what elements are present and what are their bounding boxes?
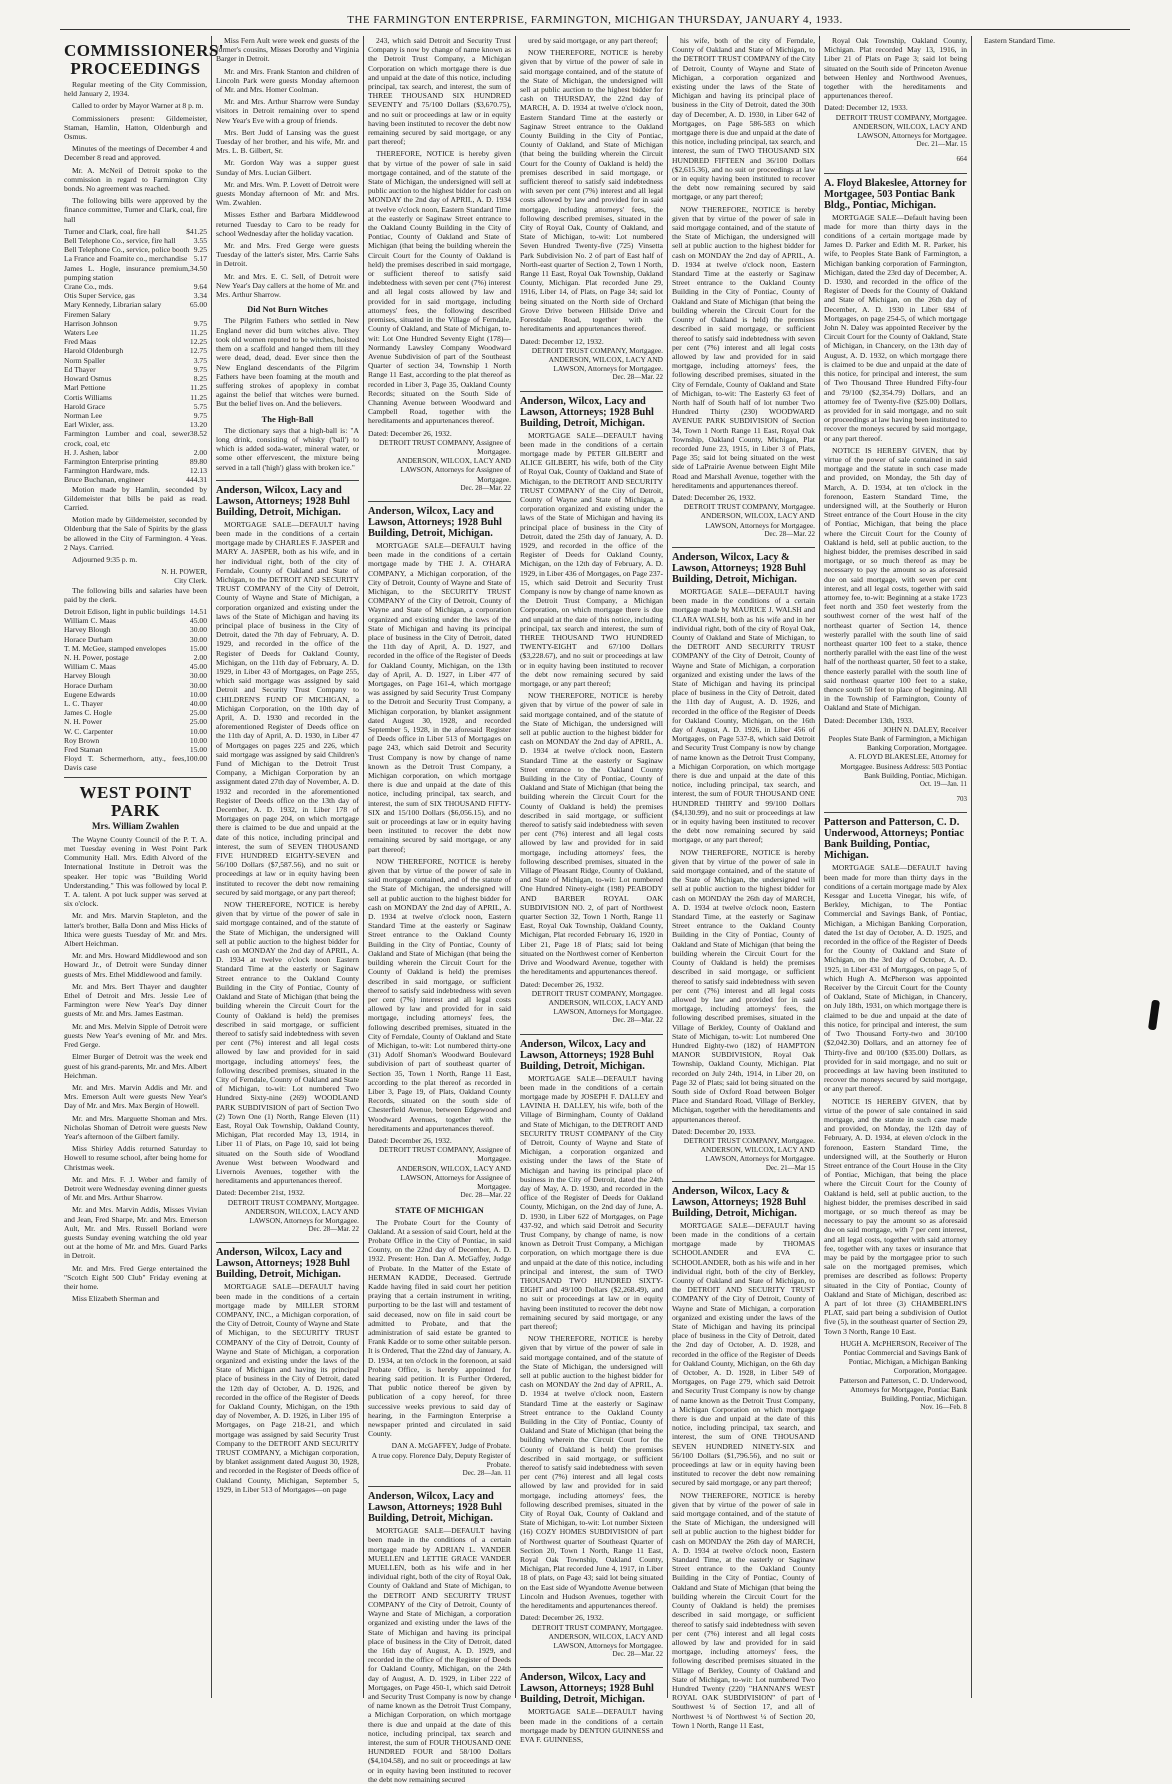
salary-row-amount: 45.00 [189,662,207,672]
highball-text: The dictionary says that a high-ball is: "A long drink, consisting of whisky ('ball') to which is added soda-water, mineral water, or some other effervescent, the mixture being served in a tall ('high') glass with broken ice." [216,425,359,472]
salary-row-amount: 2.00 [193,652,207,662]
legal-ad-signature [520,346,663,374]
legal-ad-text: MORTGAGE SALE—DEFAULT having been made for more than thirty days in the conditions of a certain mortgage made by Alex Kessgar and Lucetta Vinegar, his wife, of Berkley, Michigan, to The Pontiac Commercial and Savings Bank, of Pontiac, Michigan, a Michigan Banking Corporation, dated the 1st day of October, A. D. 1925, and recorded in the office of the Register of Deeds for the County of Oakland and State of Michigan, on the 3rd day of October, A. D. 1925, in Liber 431 of Mortgages, on page 5, of which Hugh A. McPherson was appointed Receiver by the Circuit Court for the County of Oakland, State of Michigan, in Chancery, on July 18th, 1931, on which mortgage there is claimed to be due and unpaid at the date of this notice, for principal and interest, the sum of Two Thousand Forty-two and 30/100 ($2,042.30) Dollars, and an attorney fee of Thirty-five and 00/100 ($35.00) Dollars, as provided for in said mortgage, and no suit or proceedings at law having been instituted to recover the moneys secured by said mortgage, or any part thereof. [824,863,967,1094]
signature-line: DETROIT TRUST COMPANY, Mortgagee. [835,112,967,122]
legal-ad-text: MORTGAGE SALE—DEFAULT having been made in the conditions of a certain mortgage made by MAURICE J. WALSH and CLARA WALSH, both as his wife and in her individual right, both of the city of Royal Oak, County of Oakland and State of Michigan, to the DETROIT AND SECURITY TRUST COMPANY of the City of Detroit, County of Wayne and State of Michigan, a corporation organized and existing under the laws of the State of Michigan and having its principal place of business in the City of Detroit, dated the 11th day of August, A. D. 1926, and recorded in the office of the Register of Deeds for Oakland County, Michigan, on the 16th day of August, A. D. 1926, in Liber 456 of Mortgages, on Page 537-8, which said Detroit and Security Trust Company is now by change of name known as the Detroit Trust Company, a Michigan Corporation, on which mortgage there is due and unpaid at the date of this notice, including principal, tax search, and interest, the sum of FOUR THOUSAND ONE HUNDRED THIRTY and 99/100 Dollars ($4,130.99), and no suit or proceedings at law or in equity having been instituted to recover the debt now remaining secured by said mortgage, or any part thereof; [672,586,815,845]
bill-row-label: Cortis Williams [64,392,112,402]
signature-line: City Clerk. [174,576,207,586]
news-paragraph: Mr. and Mrs. Melvin Sipple of Detroit were guests New Year's evening of Mr. and Mrs. Fred Gerge. [64,1021,207,1050]
legal-ad-text: MORTGAGE SALE—DEFAULT having been made in the conditions of a certain mortgage made by PETER GILBERT and ALICE GILBERT, his wife, both of the City of Royal Oak, County of Oakland and State of Michigan, to the DETROIT AND SECURITY TRUST COMPANY of the City of Detroit, County of Wayne and State of Michigan, a corporation organized and existing under the laws of the State of Michigan and having its principal place of business in the City of Detroit, dated the 25th day of January, A. D. 1929, and recorded in the office of the Register of Deeds for Oakland County, Michigan, on the 12th day of February, A. D. 1929, in Liber 436 of Mortgages, on Page 237-15, which said Detroit and Security Trust Company is now by change of name known as the Detroit Trust Company, a Michigan Corporation, on which mortgage there is due and unpaid at the date of this notice, including principal, tax search and interest, the sum of THREE THOUSAND TWO HUNDRED TWENTY-EIGHT and 67/100 Dollars ($3,228.67), and no suit or proceedings at law or in equity having been instituted to recover the debt now remaining secured by said mortgage, or any part thereof; [520,430,663,688]
legal-ad-run-dates: Nov. 16—Feb. 8 [920,1403,967,1412]
bill-row [64,291,207,300]
bill-row-label: Earl Wixler, ass. [64,420,114,430]
signature-line: DETROIT TRUST COMPANY, Mortgagee. [531,1622,663,1632]
bill-row-amount: 3.55 [193,236,207,246]
legal-ad-signature [368,1145,511,1191]
bill-row-amount: 444.31 [186,475,207,485]
bill-row-amount: 13.20 [189,420,207,430]
news-paragraph: Mr. and Mrs. Fred Gerge were guests Tuesday of the latter's sister, Mrs. Carrie Sahs in Detroit. [216,241,359,269]
minutes-paragraph: Adjourned 9:35 p. m. [72,554,138,564]
column-7 [972,36,1124,1698]
salary-row-amount: 15.00 [189,643,207,653]
news-paragraph: Misses Esther and Barbara Middlewood returned Tuesday to Caro to be ready for school Wednesday after the holiday vacation. [216,210,359,238]
legal-ad-notice: THEREFORE, NOTICE is hereby given that by virtue of the power of sale in said mortgage contained, and of the statute of the State of Michigan, the undersigned will sell at public auction to the highest bidder for cash on MONDAY the 2nd day of APRIL, A. D. 1934 at twelve o'clock noon, Eastern Standard Time at the easterly or Saginaw Street entrance to the Oakland County Building in the City of Pontiac, County of Oakland and State of Michigan (that being the building wherein the Circuit Court for the County of Oakland is held) the premises described in said mortgage, or sufficient thereof to satisfy said indebtedness with seven per cent (7%) interest and all legal costs allowed by law and provided for in said mortgage, including attorneys' fees, the following described premises, situated in the Village of Ferndale, County of Oakland, and State of Michigan, to-wit: Lot One Hundred Seventy Eight (178)—Normandy Lawsley Company Woodward Avenue Subdivision of part of the Southeast Quarter of section 34, Township 1 North Range 11 East, according to the plat thereof as recorded in Liber 3, Page 35, Oakland County Records; situated on the South Side of Channing Avenue between Woodward and Campbell Road, together with the hereditaments and appurtenances thereof. [368,149,511,426]
bill-row [64,365,207,374]
news-paragraph: Miss Elizabeth Sherman and [72,1294,160,1304]
bill-row-amount: 9.25 [193,245,207,255]
minutes-paragraph: Motion made by Gildemeister, seconded by Oldenburg that the Sale of Spirits by the glass be allowed in the City of Farmington. 4 Yeas. 2 Nays. Carried. [64,515,207,552]
salary-row [64,653,207,662]
signature-line: ANDERSON, WILCOX, LACY AND LAWSON, Attorneys for Mortgagee. [852,121,967,141]
legal-ad-heading: Anderson, Wilcox, Lacy and Lawson, Attorneys; 1928 Buhl Building, Detroit, Michigan. [520,391,663,429]
bill-row-label: Ed Thayer [64,364,96,374]
legal-ad-heading: Anderson, Wilcox, Lacy and Lawson, Attorneys; 1928 Buhl Building, Detroit, Michigan. [520,1667,663,1705]
column-1 [60,36,225,1698]
legal-ad-run-dates: Dec. 28—Mar. 22 [612,1650,663,1659]
column-5 [668,36,820,1730]
legal-ad-run-dates: Dec. 28—Mar. 22 [612,373,663,382]
bill-row [64,448,207,457]
minutes-paragraph: Motion made by Hamlin, seconded by Gildemeister that bills be paid as read. Carried. [64,484,207,512]
salary-row-amount: 10.00 [189,726,207,736]
legal-ad-signature [824,113,967,141]
bill-row-label: Fred Maas [64,337,97,347]
bill-row-label: Harold Oldenburgh [64,346,124,356]
news-paragraph: Miss Fern Ault were week end guests of the former's cousins, Misses Dorothy and Virginia Barger in Detroit. [216,36,359,64]
salary-row-label: William C. Maas [64,616,116,626]
legal-ad-signature [824,1339,967,1403]
legal-ad-heading: Anderson, Wilcox, Lacy and Lawson, Attorneys; 1928 Buhl Building, Detroit, Michigan. [368,1486,511,1524]
bill-row-label: Norman Lee [64,410,103,420]
ink-mark [1148,1000,1160,1031]
bill-row-amount: 11.25 [190,383,207,393]
salary-row [64,671,207,680]
legal-ad-signature [520,989,663,1017]
bill-row-amount: 34.50 [189,263,207,273]
west-point-park-title: WEST POINT PARK [79,782,192,820]
intro-paragraph: Called to order by Mayor Warner at 8 p. m. [72,101,204,111]
signature-line: DETROIT TRUST COMPANY, Assignee of Mortgagee. [378,437,511,456]
salary-row [64,754,207,772]
bill-row [64,475,207,484]
legal-ad-run-dates: Dec. 21—Mar 15 [765,1163,815,1172]
bill-row-amount: 65.00 [189,300,207,310]
after-bills-paragraphs [64,485,207,565]
news-paragraph: Mr. and Mrs. Fred Gerge entertained the "Scotch Eight 500 Club" Friday evening at their home. [64,1263,207,1291]
legal-ad-notice: NOW THEREFORE, NOTICE is hereby given that by virtue of the power of sale in said mortgage contained, and of the statute of the State of Michigan, the undersigned will sell at public auction to the highest bidder for cash on THURSDAY, the 22nd day of MARCH, A. D. 1934 at twelve o'clock noon, Eastern Standard Time at the easterly or Saginaw Street entrance to the Oakland County Building in the City of Pontiac, County of Oakland, and State of Michigan (that being the building wherein the Circuit Court for the County of Oakland is held) the premises described in said mortgage, or sufficient thereof to satisfy said indebtedness with seven per cent (7%) interest and all legal costs allowed by law and provided for in said mortgage, including attorneys' fees, the following described premises, situated in the City of Royal Oak, County of Oakland, and State of Michigan, to-wit: Lot numbered Seven Hundred Twenty-five (725) Vinsetta Park Subdivision No. 2 of part of East half of North-east quarter of Section 2, Town 1 North, Range 11 East, Royal Oak Township, Oakland County, Michigan. Plat recorded June 29, 1916, Liber 14, of Plats, on Page 34; said lot being situated on the North side of Orchard Grove Drive between Hillside Drive and Forestdale Road, together with the hereditaments and appurtenances thereof. [520,48,663,334]
legal-ad-text: his wife, both of the city of Ferndale, County of Oakland and State of Michigan, to the DETROIT TRUST COMPANY of the City of Detroit, County of Wayne and State of Michigan, a corporation organized and existing under the laws of the State of Michigan and having its principal place of business in the City of Detroit, dated the 30th day of December, A. D. 1930, in Liber 642 of Mortgages, on Page 586-583 on which mortgage there is due and unpaid at the date of this notice, including principal, tax search, and interest, the sum of TWO THOUSAND SIX HUNDRED FIFTEEN and 36/100 Dollars ($2,615.36), and no suit or proceedings at law or in equity having been instituted to recover the debt now remaining secured by said mortgage, or any part thereof; [672,36,815,202]
legal-ad-date: Dated: December 26, 1932. [520,1613,604,1623]
bill-row-amount: 9.75 [193,364,207,374]
salary-row [64,745,207,754]
signature-line: DAN A. McGAFFEY, Judge of Probate. [391,1441,511,1451]
bill-row-amount: 8.25 [193,374,207,384]
salary-row [64,662,207,671]
salary-row-amount: 30.00 [189,680,207,690]
column-2 [212,36,364,1698]
news-paragraph: The Wayne County Council of the P. T. A. met Tuesday evening in West Point Park Community Hall. Mrs. Edith Alvord of the International Institute in Detroit was the speaker. Her topic was "Building World Understanding." This was followed by local P. T. A. talent. A pot luck supper was served at six o'clock. [64,834,207,909]
salary-row [64,616,207,625]
west-point-park-byline: Mrs. William Zwahlen [92,820,179,831]
bill-row [64,420,207,429]
legal-ad-notice: NOTICE IS HEREBY GIVEN, that by virtue of the power of sale contained in said mortgage and the statute in such case made and provided, on Monday, the 5th day of March, A. D. 1934, at ten o'clock in the forenoon, Eastern Standard Time, the undersigned will, at the Southerly or Huron Street entrance of the Court House in the city of Pontiac, Michigan, that being the place where the Circuit Court for the County of Oakland is held, sell at public auction, to the highest bidder, the premises described in said mortgage, or so much thereof as may be necessary to pay the amount so as aforesaid due on said mortgage, with seven per cent interest, and all legal costs, together with said attorney fee, to-wit: Beginning at a stake 1723 feet north and 350 feet westerly from the southwest corner of the west half of the northeast quarter of Section 14, thence westerly parallel with the south line of said northeast quarter 100 feet to a stake, thence northerly parallel with the east line of the west half of the northeast quarter, 50 feet to a stake, thence easterly parallel with the south line of said northeast quarter 100 feet to a stake, thence south 50 feet to place of beginning. All in the Township of Farmington, County of Oakland and State of Michigan. [824,445,967,713]
salary-row-label: Eugene Edwards [64,689,116,699]
bill-row [64,337,207,346]
legal-ad-heading: A. Floyd Blakeslee, Attorney for Mortgagee, 503 Pontiac Bank Bldg., Pontiac, Michigan. [824,173,967,211]
signature-line: DETROIT TRUST COMPANY, Mortgagee. [531,345,663,355]
legal-ad-text: MORTGAGE SALE—DEFAULT having been made in the conditions of a certain mortgage made by JOSEPH F. DALLEY and LAVINIA H. DALLEY, his wife, both of the Village of Birmingham, County of Oakland and State of Michigan, to the DETROIT AND SECURITY TRUST COMPANY of the City of Detroit, County of Wayne and State of Michigan, a corporation organized and existing under the laws of the State of Michigan and having its principal place of business in the City of Detroit, dated the 24th day of May, A. D. 1930, and recorded in the office of the Register of Deeds for Oakland County, Michigan, on the 2nd day of June, A. D. 1930, in Liber 622 of Mortgages, on Page 437-92, and which said Detroit and Security Trust Company, by change of name, is now known as Detroit Trust Company, a Michigan corporation, on which mortgage there is due and unpaid at the date of this notice, including principal and interest, the sum of TWO THOUSAND TWO HUNDRED SIXTY-EIGHT and 49/100 Dollars ($2,268.49), and no suit or proceedings at law or in equity having been instituted to recover the debt now remaining secured by said mortgage, or any part thereof; [520,1073,663,1331]
legal-ad-notice: NOTICE IS HEREBY GIVEN, that by virtue of the power of sale contained in said mortgage, and the statute in such case made and provided, on Monday, the 12th day of February, A. D. 1934, at eleven o'clock in the forenoon, Eastern Standard Time, the undersigned will, at the Southerly or Huron Street entrance of the Court House in the City of Pontiac, Michigan, that being the place where the Circuit Court for the County of Oakland is held, sell at public auction, to the highest bidder, the premises described in said mortgage, or so much thereof as may be necessary to pay the amount so as aforesaid due on said mortgage, with 7 per cent interest, and all legal costs, together with said attorney fee, together with any taxes or insurance that may be paid by the mortgagee prior to such sale on the mortgaged premises, which premises are described as follows: Property situated in the City of Pontiac, County of Oakland and State of Michigan, described as: A part of lot three (3) CHAMBERLIN'S PLAT, said part being a subdivision of Outlot five (5), in the southeast quarter of Section 29, Town 3 North, Range 10 East. [824,1096,967,1336]
bill-row-label: Harrison Johnson [64,318,118,328]
salary-row-amount: 14.51 [189,606,207,616]
legal-ad-notice: NOW THEREFORE, NOTICE is hereby given that by virtue of the power of sale in said mortgage contained, and of the statute of the State of Michigan, the undersigned will sell at public auction to the highest bidder for cash on MONDAY the 2nd day of APRIL, A. D. 1934 at twelve o'clock noon, Eastern Standard Time at the easterly or Saginaw Street entrance to the Oakland County Building in the City of Pontiac, County of Oakland and State of Michigan (that being the building wherein the Circuit Court for the County of Oakland is held) the premises described in said mortgage, or sufficient thereof to satisfy said indebtedness with seven per cent (7%) interest and all legal costs allowed by law and provided for in said mortgage, including attorneys' fees, the following described premises, situated in the City of Ferndale, County of Oakland and State of Michigan, to-wit: Lot numbered thirty-one (31) Adolf Shoman's Woodward Boulevard subdivision of part of southeast quarter of Section 35, Town 1 North, Range 11 East, according to the plat thereof as recorded in Liber 3, Page 19, of Plats, Oakland County Records, situated on the south side of Chesterfield Avenue, between Edgewood and Woodward Avenues, together with the hereditaments and appurtenances thereof. [368,856,511,1133]
bill-row-amount: 9.64 [193,282,207,292]
legal-ad-text: Royal Oak Township, Oakland County, Michigan. Plat recorded May 13, 1916, in Liber 21 of Plats on Page 3; said lot being situated on the South side of Princeton Avenue between Henley and Northwood Avenues, together with the hereditaments and appurtenances thereof. [824,36,967,101]
salary-row-label: Harvey Blough [64,625,111,635]
legal-ad-heading: Anderson, Wilcox, Lacy & Lawson, Attorneys; 1928 Buhl Building, Detroit, Michigan. [672,547,815,585]
column-6 [820,36,972,1698]
intro-paragraph: Commissioners present: Gildemeister, Staman, Hamlin, Hatton, Oldenburgh and Osmus. [64,113,207,142]
salary-row-amount: 30.00 [189,671,207,681]
newspaper-page [60,36,1130,1784]
bill-row-amount: 5.75 [193,401,207,411]
legal-ad-text: MORTGAGE SALE—DEFAULT having been made in the conditions of a certain mortgage made by DENTON GUINNESS and EVA F. GUINNESS, [520,1707,663,1744]
bill-row [64,310,207,319]
salary-row-amount: 30.00 [189,634,207,644]
bill-row [64,466,207,475]
legal-ad-text: ured by said mortgage, or any part thereof; [528,36,658,45]
salary-row-label: Roy Brown [64,735,100,745]
salary-row-amount: 15.00 [189,745,207,755]
legal-ad-notice: NOW THEREFORE, NOTICE is hereby given that by virtue of the power of sale in said mortgage contained, and of the statute of the State of Michigan, the undersigned will sell at public auction to the highest bidder for cash on MONDAY the 2nd day of APRIL, A. D. 1934 at twelve o'clock noon, Eastern Standard Time at the easterly or Saginaw Street entrance to the Oakland County Building in the City of Pontiac, County of Oakland and State of Michigan (that being the building wherein the Circuit Court for the County of Oakland is held) the premises described in said mortgage, or sufficient thereof to satisfy said indebtedness with seven per cent (7%) interest and all legal costs allowed by law and provided for in said mortgage, including attorneys' fees, the following described premises, situated in the Village of Pleasant Ridge, County of Oakland, and State of Michigan, to-wit: Lot numbered One Hundred Ninety-eight (198) PEABODY AND BARBER ROYAL OAK SUBDIVISION NO. 2, of part of Northwest quarter Section 32, Town 1 North, Range 11 East, Royal Oak Township, Oakland County, Michigan, Plat recorded February 16, 1920 in Liber 21, Page 18 of Plats; said lot being situated on the Northwest corner of Kenberton Drive and Woodward Avenue, together with the hereditaments and appurtenances thereof. [520,691,663,977]
legal-ad-notice: NOW THEREFORE, NOTICE is hereby given that by virtue of the power of sale in said mortgage contained, and of the statute of the State of Michigan, the undersigned will sell at public auction to the highest bidder for cash on MONDAY the 2nd day of APRIL, A. D. 1934 at twelve o'clock noon, Eastern Standard Time at the easterly or Saginaw Street entrance to the Oakland County Building in the City of Pontiac, County of Oakland and State of Michigan (that being the building wherein the Circuit Court for the County of Oakland is held) the premises described in said mortgage, or sufficient thereof to satisfy said indebtedness with seven per cent (7%) interest and all legal costs allowed by law and provided for in said mortgage, including attorneys' fees, the following described premises, situated in the City of Royal Oak, County of Oakland and State of Michigan, to-wit: Lot number Sixteen (16) COZY HOMES SUBDIVISION of part of Northwest quarter of Southeast Quarter of Section 20, Town 1 North, Range 11 East, Royal Oak Township, Oakland County, Michigan, Plat recorded June 4, 1917, in Liber 18 of plats, on Page 43; said lot being situated on the East side of Wyandotte Avenue between Lincoln and Hudson Avenues, together with the hereditaments and appurtenances thereof. [520,1334,663,1611]
bill-row-label: Farmington Lumber and coal, sewer crock, coal, etc [64,429,190,448]
legal-ad-notice: NOW THEREFORE, NOTICE is hereby given that by virtue of the power of sale in said mortgage contained, and of the statute of the State of Michigan, the undersigned will sell at public auction to the highest bidder for cash on MONDAY the 26th day of MARCH, A. D. 1934 at twelve o'clock noon, Eastern Standard Time, at the easterly or Saginaw Street entrance to the Oakland County Building in the City of Pontiac, County of Oakland and State of Michigan (that being the building wherein the Circuit Court for the County of Oakland is held) the premises described in said mortgage, or sufficient thereof to satisfy said indebtedness with seven per cent (7%) interest and all legal costs allowed by law and provided for in said mortgage, including attorneys' fees, the following described premises situated in the Village of Berkley, County of Oakland and State of Michigan, to-wit: Lot numbered Two Hundred Twenty (220) "HANNAN'S WEST ROYAL OAK SUBDIVISION" of part of Southwest ¼ of Section 17, and all of Northwest ¼ of Northwest ¼ of Section 20, Town 1 North, Range 11 East, [672,1490,815,1730]
bill-row [64,393,207,402]
salary-row-amount: 30.00 [189,625,207,635]
salary-row-label: William C. Maas [64,662,116,672]
bill-row-label: James L. Hogle, insurance premium, pumping station [64,263,190,282]
salary-row [64,690,207,699]
news-paragraph: Mr. and Mrs. Marvin Stapleton, and the latter's brother, Balla Donn and Miss Hicks of Ithica were guests Tuesday of Mr. and Mrs. Albert Heichman. [64,911,207,949]
intro-paragraph: Mr. A. McNeil of Detroit spoke to the commission in regard to Farmington City bonds. No agreement was reached. [64,165,207,194]
signature-line: DETROIT TRUST COMPANY, Mortgagee. [531,988,663,998]
bill-row [64,300,207,309]
legal-ad-text: MORTGAGE SALE—DEFAULT having been made in the conditions of a certain mortgage made by THE J. A. O'HARA COMPANY, a Michigan corporation, of the City of Detroit, County of Wayne and State of Michigan, to the SECURITY TRUST COMPANY of the City of Detroit, County of Wayne and State of Michigan, a corporation organized and existing under the laws of the State of Michigan and having its principal place of business in the City of Detroit, dated the 11th day of April, A. D. 1927, and recorded in the office of the Register of Deeds for Oakland County, Michigan, on the 13th day of April, A. D. 1927, in Liber 477 of Mortgages, on Page 161-4, which mortgage was assigned by said Security Trust Company to the Detroit and Security Trust Company, a Michigan corporation, by blanket assignment dated August 30, 1928, and recorded September 5, 1928, in the aforesaid Register of Deeds office in Liber 513 of Mortgages on page 243, which said Detroit and Security Trust Company is now by change of name known as the Detroit Trust Company, a Michigan corporation, on which mortgage there is due and unpaid at the date of this notice, including principal, tax search, and interest, the sum of SIX THOUSAND FIFTY-SIX and 15/100 Dollars ($6,056.15), and no suit or proceedings at law or in equity having been instituted to recover the debt now remaining secured by said mortgage, or any part thereof; [368,540,511,854]
legal-ad-text: MORTGAGE SALE—Default having been made for more than thirty days in the conditions of a certain mortgage made by James D. Parker and Edith M. R. Parker, his wife, to Peoples State Bank of Farmington, a Michigan banking corporation of Farmington, Michigan, dated the 23rd day of December, A. D. 1930, and recorded in the office of the Register of Deeds for the County of Oakland and State of Michigan, on the 26th day of December, A. D. 1930 in Liber 684 of Mortgages, on page 254-5, of which mortgage John N. Daley was appointed Receiver by the Circuit Court for the County of Oakland, State of Michigan, in Chancery, on the 13th day of August, A. D. 1932, on which mortgage there is claimed to be due and unpaid at the date of this notice, for principal and interest, the sum of Two Thousand Three Hundred Fifty-four and 79/100 ($2,354.79) Dollars, and an attorney fee of Twenty-five ($25.00) Dollars, as provided for in said mortgage, and no suit or proceedings at law having been instituted to recover the moneys secured by said mortgage, or any part thereof. [824,212,967,443]
bill-row [64,328,207,337]
legal-ad-date: Dated: December 20, 1933. [672,1126,756,1136]
bill-row-amount: 11.25 [190,392,207,402]
bill-row-amount: 2.00 [193,447,207,457]
bill-row-amount: 38.52 [189,429,207,439]
bill-row-label: Farmington Hardware, mds. [64,466,150,476]
salary-row-label: T. M. McGee, stamped envelopes [64,643,167,653]
bill-row-label: Otis Super Service, gas [64,291,135,301]
signature-line: Peoples State Bank of Farmington, a Michigan Banking Corporation, Mortgagee. [828,734,967,753]
bill-row-label: Bell Telephone Co., service, fire hall [64,236,176,246]
bill-row [64,254,207,263]
witches-title: Did Not Burn Witches [247,304,328,315]
signature-line: DETROIT TRUST COMPANY, Mortgagee. [683,502,815,512]
salary-row-label: James C. Hogle [64,708,112,718]
legal-ad-date: Dated: December 21st, 1932. [216,1188,305,1198]
salary-row [64,607,207,616]
signature-line: ANDERSON, WILCOX, LACY AND LAWSON, Attorneys for Mortgagee. [244,1206,359,1225]
signature-line: Patterson and Patterson, C. D. Underwood, Attorneys for Mortgagee, Pontiac Bank Building, Pontiac, Michigan. [839,1375,967,1404]
bill-row [64,429,207,447]
salary-row-amount: 40.00 [189,699,207,708]
news-paragraph: Mr. and Mrs. Howard Middlewood and son Howard Jr., of Detroit were Sunday dinner guests of Mrs. Ethel Middlewood and family. [64,951,207,979]
bill-row-label: Firemen Salary [64,309,111,319]
probate-title: STATE OF MICHIGAN [395,1205,484,1216]
signature-line: ANDERSON, WILCOX, LACY AND LAWSON, Attorneys for Mortgagee. [700,511,815,530]
legal-ad-signature [672,1136,815,1164]
signature-line: ANDERSON, WILCOX, LACY AND LAWSON, Attorneys for Mortgagee. [548,1631,663,1650]
bill-row [64,227,207,236]
bill-row [64,383,207,392]
bill-row [64,356,207,365]
legal-ad-notice: NOW THEREFORE, NOTICE is hereby given that by virtue of the power of sale in said mortgage contained, and of the statute of the State of Michigan, the undersigned will sell at public auction to the highest bidder for cash on MONDAY the 2nd day of APRIL, A. D. 1934 at twelve o'clock noon Eastern Standard Time at the easterly or Saginaw Street entrance to the Oakland County Building in the City of Pontiac, County of Oakland and State of Michigan (that being the building wherein the Circuit Court for the County of Oakland is held) the premises described in said mortgage, or sufficient thereof to satisfy said indebtedness with seven per cent (7%) interest and all legal costs allowed by law and provided for in said mortgage, including attorneys' fees, the following described premises, situated in the City of Ferndale, County of Oakland and State of Michigan, to-wit: Lot numbered Two Hundred Sixty-nine (269) WOODLAND PARK SUBDIVISION of part of Section Two (2) Town One (1) North, Range Eleven (11) East, Royal Oak Township, Oakland County, Michigan, Plat recorded May 13, 1914, in Liber 11 of Plats, on Page 10, said lot being situated on the South side of Woodland Avenue West between Woodward and Livernois Avenues, together with the hereditaments and appurtenances thereof. [216,900,359,1186]
bill-row [64,402,207,411]
bill-row [64,245,207,254]
bill-row [64,264,207,282]
salary-row-label: N. H. Power, postage [64,652,129,662]
bill-row-amount: 89.80 [189,456,207,466]
legal-ad-heading: Anderson, Wilcox, Lacy and Lawson, Attorneys; 1928 Buhl Building, Detroit, Michigan. [368,501,511,539]
legal-ad-heading: Anderson, Wilcox, Lacy and Lawson, Attorneys; 1928 Buhl Building, Detroit, Michigan. [216,1242,359,1280]
intro-paragraph: The following bills were approved by the finance committee, Turner and Clark, coal, fire hall [64,196,207,224]
salary-row-label: Floyd T. Schermerhorn, atty., fees, Davis case [64,754,187,773]
bill-row [64,282,207,291]
highball-title: The High-Ball [261,413,314,424]
news-paragraph: Mr. and Mrs. Frank Stanton and children of Lincoln Park were guests Monday afternoon of Mr. and Mrs. Homer Coolman. [216,66,359,95]
legal-ad-signature [368,438,511,484]
legal-ad-heading: Anderson, Wilcox, Lacy and Lawson, Attorneys; 1928 Buhl Building, Detroit, Michigan. [216,480,359,518]
social-news [216,36,359,299]
signature-line: ANDERSON, WILCOX, LACY AND LAWSON, Attorneys for Mortgagee. [700,1145,815,1164]
signature-line: N. H. POWER, [161,567,207,577]
legal-ad-run-dates: Dec. 28—Mar. 22 [460,483,511,492]
legal-ad-signature [216,1198,359,1226]
bill-row-label: Bruce Buchanan, engineer [64,475,145,485]
news-paragraph: Mr. and Mrs. Arthur Sharrow were Sunday visitors in Detroit remaining over to spend New Year's Eve with a group of friends. [216,97,359,125]
salary-row [64,644,207,653]
legal-ad-text: Eastern Standard Time. [984,36,1056,45]
salary-row [64,699,207,708]
legal-ad-date: Dated: December 26, 1932. [368,428,452,438]
salary-row-amount: 25.00 [189,717,207,727]
salary-row [64,625,207,634]
news-paragraph: Mr. and Mrs. Wm. P. Lovett of Detroit were guests Monday afternoon of Mr. and Mrs. Wm. Zwahlen. [216,179,359,208]
bill-row-label: Norm Spaller [64,355,106,365]
bill-row-amount: 11.25 [190,328,207,338]
salary-row-label: L. C. Thayer [64,699,103,708]
legal-ad-run-dates: Dec. 28—Mar. 22 [308,1225,359,1234]
signature-line: ANDERSON, WILCOX, LACY AND LAWSON, Attorneys for Mortgagee. [548,997,663,1017]
news-paragraph: Elmer Burger of Detroit was the week end guest of his grand-parents, Mr. and Mrs. Albert Heichman. [64,1052,207,1080]
news-paragraph: Mr. and Mrs. Marvin Addis, Misses Vivian and Jean, Fred Sharpe, Mr. and Mrs. Emerson Ault, Mr. and Mrs. Russell Borland were guests Sunday evening watching the old year out at the home of Mr. and Mrs. Guard Parks in Detroit. [64,1205,207,1261]
legal-ad-run-dates: Dec. 28—Mar. 22 [612,1016,663,1025]
salary-row [64,708,207,717]
signature-line: ANDERSON, WILCOX, LACY AND LAWSON, Attorneys for Mortgagee. [548,354,663,374]
bills-list [64,227,207,485]
intro-paragraph: Regular meeting of the City Commission, held January 2, 1934. [64,80,207,99]
signature-line: ANDERSON, WILCOX, LACY AND LAWSON, Attorneys for Assignee of Mortgagee. [396,1163,511,1191]
legal-ad-signature [824,725,967,780]
commissioners-proceedings-title: COMMISSIONERS' PROCEEDINGS [64,41,225,78]
legal-ad-text: MORTGAGE SALE—DEFAULT having been made in the conditions of a certain mortgage made by ADRIAN L. VANDER MUELLEN and LETTIE GRACE VANDER MUELLEN, both as his wife and in her individual right, both of the city of Royal Oak, County of Oakland and State of Michigan, to the DETROIT AND SECURITY TRUST COMPANY of the City of Detroit, County of Wayne and State of Michigan, a corporation organized and existing under the laws of the State of Michigan and having its principal place of business in the City of Detroit, dated the 16th day of August, A. D. 1929, and recorded in the office of the Register of Deeds for Oakland County, Michigan, on the 24th day of August, A. D. 1929, in Liber 222 of Mortgages, on Page 450-1, which said Detroit and Security Trust Company is now by change of name known as the Detroit Trust Company, a Michigan Corporation, on which mortgage there is due and unpaid at the date of this notice, including principal, tax search and interest, the sum of FOUR THOUSAND ONE HUNDRED FOUR and 58/100 Dollars ($4,104.58), and no suit or proceedings at law or in equity having been instituted to recover the debt now remaining secured [368,1526,511,1784]
bill-row-label: Mary Kennedy, Librarian salary [64,300,162,310]
signature-line: A true copy. Florence Daly, Deputy Register of Probate. [371,1450,511,1469]
bill-row-label: Waters Lee [64,328,99,338]
salary-row-amount: 10.00 [189,689,207,699]
signature-line: JOHN N. DALEY, Receiver [883,724,967,734]
signature-line: HUGH A. McPHERSON, Receiver of The Pontiac Commercial and Savings Bank of Pontiac, Michigan, a Michigan Banking Corporation, Mortgagee. [840,1338,967,1376]
salary-row-label: Fred Staman [64,745,103,755]
salary-row [64,736,207,745]
legal-ad-run-dates: Dec. 28—Mar. 22 [460,1191,511,1200]
bill-row-label: Bell Telephone Co., service, police booth [64,245,190,255]
bill-row-label: Howard Osmus [64,374,112,384]
newspaper-masthead: THE FARMINGTON ENTERPRISE, FARMINGTON, MICHIGAN THURSDAY, JANUARY 4, 1933. [60,14,1130,30]
salary-row-label: Horace Durham [64,680,113,690]
bill-row [64,411,207,420]
salary-row [64,727,207,736]
bill-row-label: La France and Foamite co., merchandise [64,254,188,264]
clerk-signature [64,567,207,585]
signature-line: ANDERSON, WILCOX, LACY AND LAWSON, Attorneys for Assignee of Mortgagee. [396,456,511,484]
news-paragraph: Mr. and Mrs. Marguette Shoman and Mrs. Nicholas Shoman of Detroit were guests New Year's afternoon of the Gilbert family. [64,1113,207,1141]
column-3 [364,36,516,1784]
salary-row-label: W. C. Carpenter [64,726,114,736]
bill-row-label: H. J. Ashen, labor [64,447,119,457]
intro-paragraphs [64,80,207,224]
legal-ad-heading: Anderson, Wilcox, Lacy & Lawson, Attorneys; 1928 Buhl Building, Detroit, Michigan. [672,1181,815,1219]
legal-ad-text: MORTGAGE SALE—DEFAULT having been made in the conditions of a certain mortgage made by MILLER STORM COMPANY, INC., a Michigan corporation, of the City of Detroit, County of Wayne and State of Michigan, to the SECURITY TRUST COMPANY of the City of Detroit, County of Wayne and State of Michigan, a corporation organized and existing under the laws of the State of Michigan and having its principal place of business in the City of Detroit, dated the 12th day of October, A. D. 1926, and recorded in the office of the Register of Deeds for Oakland County, Michigan, on the 19th day of November, A. D. 1926, in Liber 195 of Mortgages, on Page 218-21, and which mortgage was assigned by said Security Trust Company to the DETROIT AND SECURITY TRUST COMPANY, a Michigan corporation, by blanket assignment dated August 30, 1928, and recorded in the Register of Deeds office of Oakland County, Michigan, September 5, 1929, in Liber 513 of Mortgages—on page [216,1282,359,1494]
bill-row [64,236,207,245]
bill-row-amount: 5.17 [193,254,207,264]
legal-ad-date: Dated: December 12, 1933. [824,103,908,113]
legal-ad-date: Dated: December 26, 1932. [520,979,604,989]
news-paragraph: Miss Shirley Addis returned Saturday to Howell to resume school, after being home for Christmas week. [64,1144,207,1172]
column-4 [516,36,668,1744]
salary-row-amount: 25.00 [189,708,207,718]
legal-ad-date: Dated: December 26, 1932. [672,492,756,502]
bill-row-label: Harold Grace [64,401,106,411]
legal-ad-date: Dated: December 13th, 1933. [824,715,914,725]
legal-ad-signature [520,1623,663,1651]
bill-row-amount: 12.75 [189,346,207,356]
bill-row-label: Crane Co., mds. [64,282,114,292]
news-paragraph: Mr. and Mrs. F. J. Weber and family of Detroit were Wednesday evening dinner guests of Mr. and Mrs. Arthur Sharrow. [64,1174,207,1203]
bill-row-label: Farmington Enterprise printing [64,456,159,466]
salary-row [64,717,207,726]
salary-row-label: Detroit Edison, light in public buildings [64,606,186,616]
salary-row-label: Harvey Blough [64,671,111,681]
bill-row [64,346,207,355]
news-paragraph: Mr. and Mrs. Marvin Addis and Mr. and Mrs. Emerson Ault were guests New Year's Day of Mr. and Mrs. Max Bergin of Howell. [64,1082,207,1111]
legal-ad-text: MORTGAGE SALE—DEFAULT having been made in the conditions of a certain mortgage made by THOMAS SCHOOLANDER and EVA C. SCHOOLANDER, both as his wife and in her individual right, both of the city of Berkley, County of Oakland and State of Michigan, to the DETROIT AND SECURITY TRUST COMPANY of the City of Detroit, County of Wayne and State of Michigan, a corporation organized and existing under the laws of the State of Michigan and having its principal place of business in the City of Detroit, dated the 2nd day of October, A. D. 1928, and recorded in the office of the Register of Deeds for Oakland County, Michigan, on the 6th day of October, A. D. 1928, in Liber 549 of Mortgages, on Page 279, which said Detroit and Security Trust Company is now by change of name known as the Detroit Trust Company, a Michigan Corporation on which mortgage there is due and unpaid at the date of this notice, including principal, tax search, and interest, the sum of ONE THOUSAND SEVEN HUNDRED NINETY-SIX and 56/100 Dollars ($1,796.56), and no suit or proceedings at law or in equity having been instituted to recover the debt now remaining secured by said mortgage, or any part thereof; [672,1220,815,1488]
bill-row-label: Marl Pettione [64,383,106,393]
probate-signature [368,1441,511,1469]
salaries-intro: The following bills and salaries have been paid by the clerk. [64,585,207,604]
legal-ad-date: Dated: December 12, 1932. [520,336,604,346]
signature-line: DETROIT TRUST COMPANY, Assignee of Mortgagee. [378,1145,511,1164]
salary-row-amount: 45.00 [189,616,207,626]
signature-line: DETROIT TRUST COMPANY, Mortgagee. [683,1135,815,1145]
bill-row [64,319,207,328]
legal-ad-run-dates: Oct. 19—Jan. 11 [919,780,967,789]
bill-row-amount: 12.25 [189,337,207,347]
salary-row [64,635,207,644]
salary-row [64,681,207,690]
signature-line: A. FLOYD BLAKESLEE, Attorney for Mortgagee. Business Address: 503 Pontiac Bank Building, Pontiac, Michigan. [840,752,967,780]
bill-row-amount: 3.34 [193,291,207,301]
bill-row-amount: $41.25 [186,226,207,236]
bill-row-label: Turner and Clark, coal, fire hall [64,226,161,236]
bill-row-amount: 3.75 [193,355,207,365]
salary-row-amount: 100.00 [186,754,207,764]
legal-ad-number: 664 [956,155,967,164]
bill-row [64,374,207,383]
west-point-park-news [64,835,207,1304]
bill-row-amount: 12.13 [189,466,207,476]
legal-ad-notice: NOW THEREFORE, NOTICE is hereby given that by virtue of the power of sale in said mortgage contained, and of the statute of the State of Michigan, the undersigned will sell at public auction to the highest bidder for cash on MONDAY the 2nd day of APRIL, A. D. 1934 at twelve o'clock noon, Eastern Standard Time at the easterly or Saginaw Street entrance to the Oakland County Building in the City of Pontiac, County of Oakland and State of Michigan (that being the building wherein the Circuit Court for the County of Oakland is held) the premises described in said mortgage, or sufficient thereof to satisfy said indebtedness with seven per cent (7%) interest and all legal costs allowed by law and provided for in said mortgage, including attorneys' fees, the following described premises, situated in the City of Ferndale, County of Oakland and State of Michigan, to-wit: The Easterly 63 feet of North half of South half of lot number Two Hundred Thirty (230) WOODWARD AVENUE PARK SUBDIVISION of Section 34, Town 1 North Range 11 East, Royal Oak Township, Oakland County, Michigan, Plat recorded June 23, 1915, in Liber 3 of Plats, Page 35; said lot being situated on the west side of LaPrairie Avenue between Eight Mile Road and Marshall Avenue, together with the hereditaments and appurtenances thereof. [672,204,815,490]
legal-ad-run-dates: Dec. 28—Mar. 22 [764,529,815,538]
salary-row-label: N. H. Power [64,717,102,727]
witches-text: The Pilgrim Fathers who settled in New England never did burn witches alive. They took old women reputed to be witches, hoisted them on a scaffold and hanged them till they were dead, dead, dead. Ever since then the New England descendants of the Pilgrim Fathers have been foaming at the mouth and suffering strokes of apoplexy in combat against the belief that witches were burned. But the belief lives on. And the believers. [216,316,359,409]
legal-ad-number: 703 [956,795,967,804]
legal-ad-run-dates: Dec. 21—Mar. 15 [916,140,967,149]
bill-row-amount: 9.75 [193,318,207,328]
salaries-list [64,607,207,773]
legal-ad-signature [672,502,815,530]
news-paragraph: Mr. and Mrs. Bert Thayer and daughter Ethel of Detroit and Mrs. Jessie Lee of Farmington were New Year's Day dinner guests of Mr. and Mrs. James Eastman. [64,981,207,1019]
bill-row [64,457,207,466]
bill-row-amount: 9.75 [193,410,207,420]
legal-ad-heading: Anderson, Wilcox, Lacy and Lawson, Attorneys; 1928 Buhl Building, Detroit, Michigan. [520,1034,663,1072]
probate-run-dates: Dec. 28—Jan. 11 [462,1469,511,1478]
probate-text: The Probate Court for the County of Oakland. At a session of said Court, held at the Probate Office in the City of Pontiac, in said County, on the 22nd day of December, A. D. 1932. Present: Hon. Dan A. McGaffey, Judge of Probate. In the Matter of the Estate of HERMAN KADDE, Deceased. Gertrude Kadde having filed in said court her petition praying that a certain instrument in writing, purporting to be the last will and testament of said deceased, now on file in said court be admitted to Probate, and that the administration of said estate be granted to Frank Kadde or to some other suitable person. It is Ordered, That the 22nd day of January, A. D. 1934, at ten o'clock in the forenoon, at said Probate Office, is hereby appointed for hearing said petition. It is Further Ordered, That public notice thereof be given by publication of a copy hereof, for three successive weeks previous to said day of hearing, in the Farmington Enterprise a newspaper printed and circulated in said County. [368,1217,511,1439]
signature-line: DETROIT TRUST COMPANY, Mortgagee. [227,1197,359,1207]
salary-row-amount: 10.00 [189,735,207,745]
news-paragraph: Mr. and Mrs. E. C. Sell, of Detroit were New Year's Day callers at the home of Mr. and Mrs. Arthur Sharrow. [216,271,359,300]
salary-row-label: Horace Durham [64,634,113,644]
news-paragraph: Mr. Gordon Way was a supper guest Sunday of Mrs. Lucian Gilbert. [216,158,359,177]
news-paragraph: Mrs. Bert Judd of Lansing was the guest Tuesday of her brother, and his wife, Mr. and Mrs. L. B. Gilbert, Sr. [216,127,359,156]
legal-ad-text: 243, which said Detroit and Security Trust Company is now by change of name known as the Detroit Trust Company, a Michigan Corporation on which mortgage there is due and unpaid at the date of this notice, including principal, tax search, and interest, the sum of THREE THOUSAND SIX HUNDRED SEVENTY and 75/100 Dollars ($3,670.75), and no suit or proceedings at law or in equity having been instituted to recover the debt now remaining secured by said mortgage, or any part thereof; [368,36,511,147]
legal-ad-heading: Patterson and Patterson, C. D. Underwood, Attorneys; Pontiac Bank Building, Pontiac, Michigan. [824,812,967,861]
intro-paragraph: Minutes of the meetings of December 4 and December 8 read and approved. [64,144,207,163]
legal-ad-text: MORTGAGE SALE—DEFAULT having been made in the conditions of a certain mortgage made by CHARLES F. JASPER and MARY A. JASPER, both as his wife, and in her individual right, both of the city of Ferndale, County of Oakland and State of Michigan, to the DETROIT AND SECURITY TRUST COMPANY of the City of Detroit, County of Wayne and State of Michigan, a corporation organized and existing under the laws of the State of Michigan and having its principal place of business in the City of Detroit, dated the 7th day of February, A. D. 1929, and recorded in the office of the Register of Deeds for Oakland County, Michigan, on the 11th day of February, A. D. 1929, in Liber 43 of Mortgages, on Page 255, which said mortgage was assigned by said Detroit and Security Trust Company to CHILDREN'S FUND OF MICHIGAN, a Michigan Corporation, on the 10th day of April, A. D. 1930 and recorded in the aforementioned Register of Deeds office on the 11th day of April, A. D. 1930, in Liber 47 of Mortgages on pages 225 and 226, which said mortgage was assigned by said Children's Fund of Michigan to the Detroit Trust Company, a Michigan Corporation by an assignment dated 27th day of November, A. D. 1932 and recorded in the aforementioned Register of Deeds office on the 13th day of December, A. D. 1932, in Liber 178 of Mortgages on page 204, on which mortgage there is claimed to be due and unpaid at the date of this notice, including principal and interest, the sum of SEVEN THOUSAND FIVE HUNDRED EIGHTY-SEVEN and 56/100 Dollars ($7,587.56), and no suit or proceedings at law or in equity having been instituted to recover the debt now remaining secured by said mortgage, or any part thereof; [216,519,359,897]
legal-ad-notice: NOW THEREFORE, NOTICE is hereby given that by virtue of the power of sale in said mortgage contained, and of the statute of the State of Michigan, the undersigned will sell at public auction to the highest bidder for cash on MONDAY the 26th day of MARCH, A. D. 1934 at twelve o'clock noon, Eastern Standard Time, at the easterly or Saginaw Street entrance to the Oakland County Building in the City of Pontiac, County of Oakland and State of Michigan (that being the building wherein the Circuit Court for the County of Oakland is held) the premises described in said mortgage, or sufficient thereof to satisfy said indebtedness with seven per cent (7%) interest and all legal costs allowed by law and provided for in said mortgage, including attorneys' fees, the following described premises, situated in the Village of Berkley, County of Oakland and State of Michigan, to-wit: Lot numbered One Hundred Eighty-two (182) of HAMPTON MANOR SUBDIVISION, Royal Oak Township, Oakland County, Michigan. Plat recorded on July 24th, 1914, in Liber 20, on Page 32 of Plats; said lot being situated on the South side of Oxford Road between Bolger Place and Standard Road, Village of Berkley, Michigan, together with the hereditaments and appurtenances thereof. [672,847,815,1124]
legal-ad-date: Dated: December 26, 1932. [368,1135,452,1145]
